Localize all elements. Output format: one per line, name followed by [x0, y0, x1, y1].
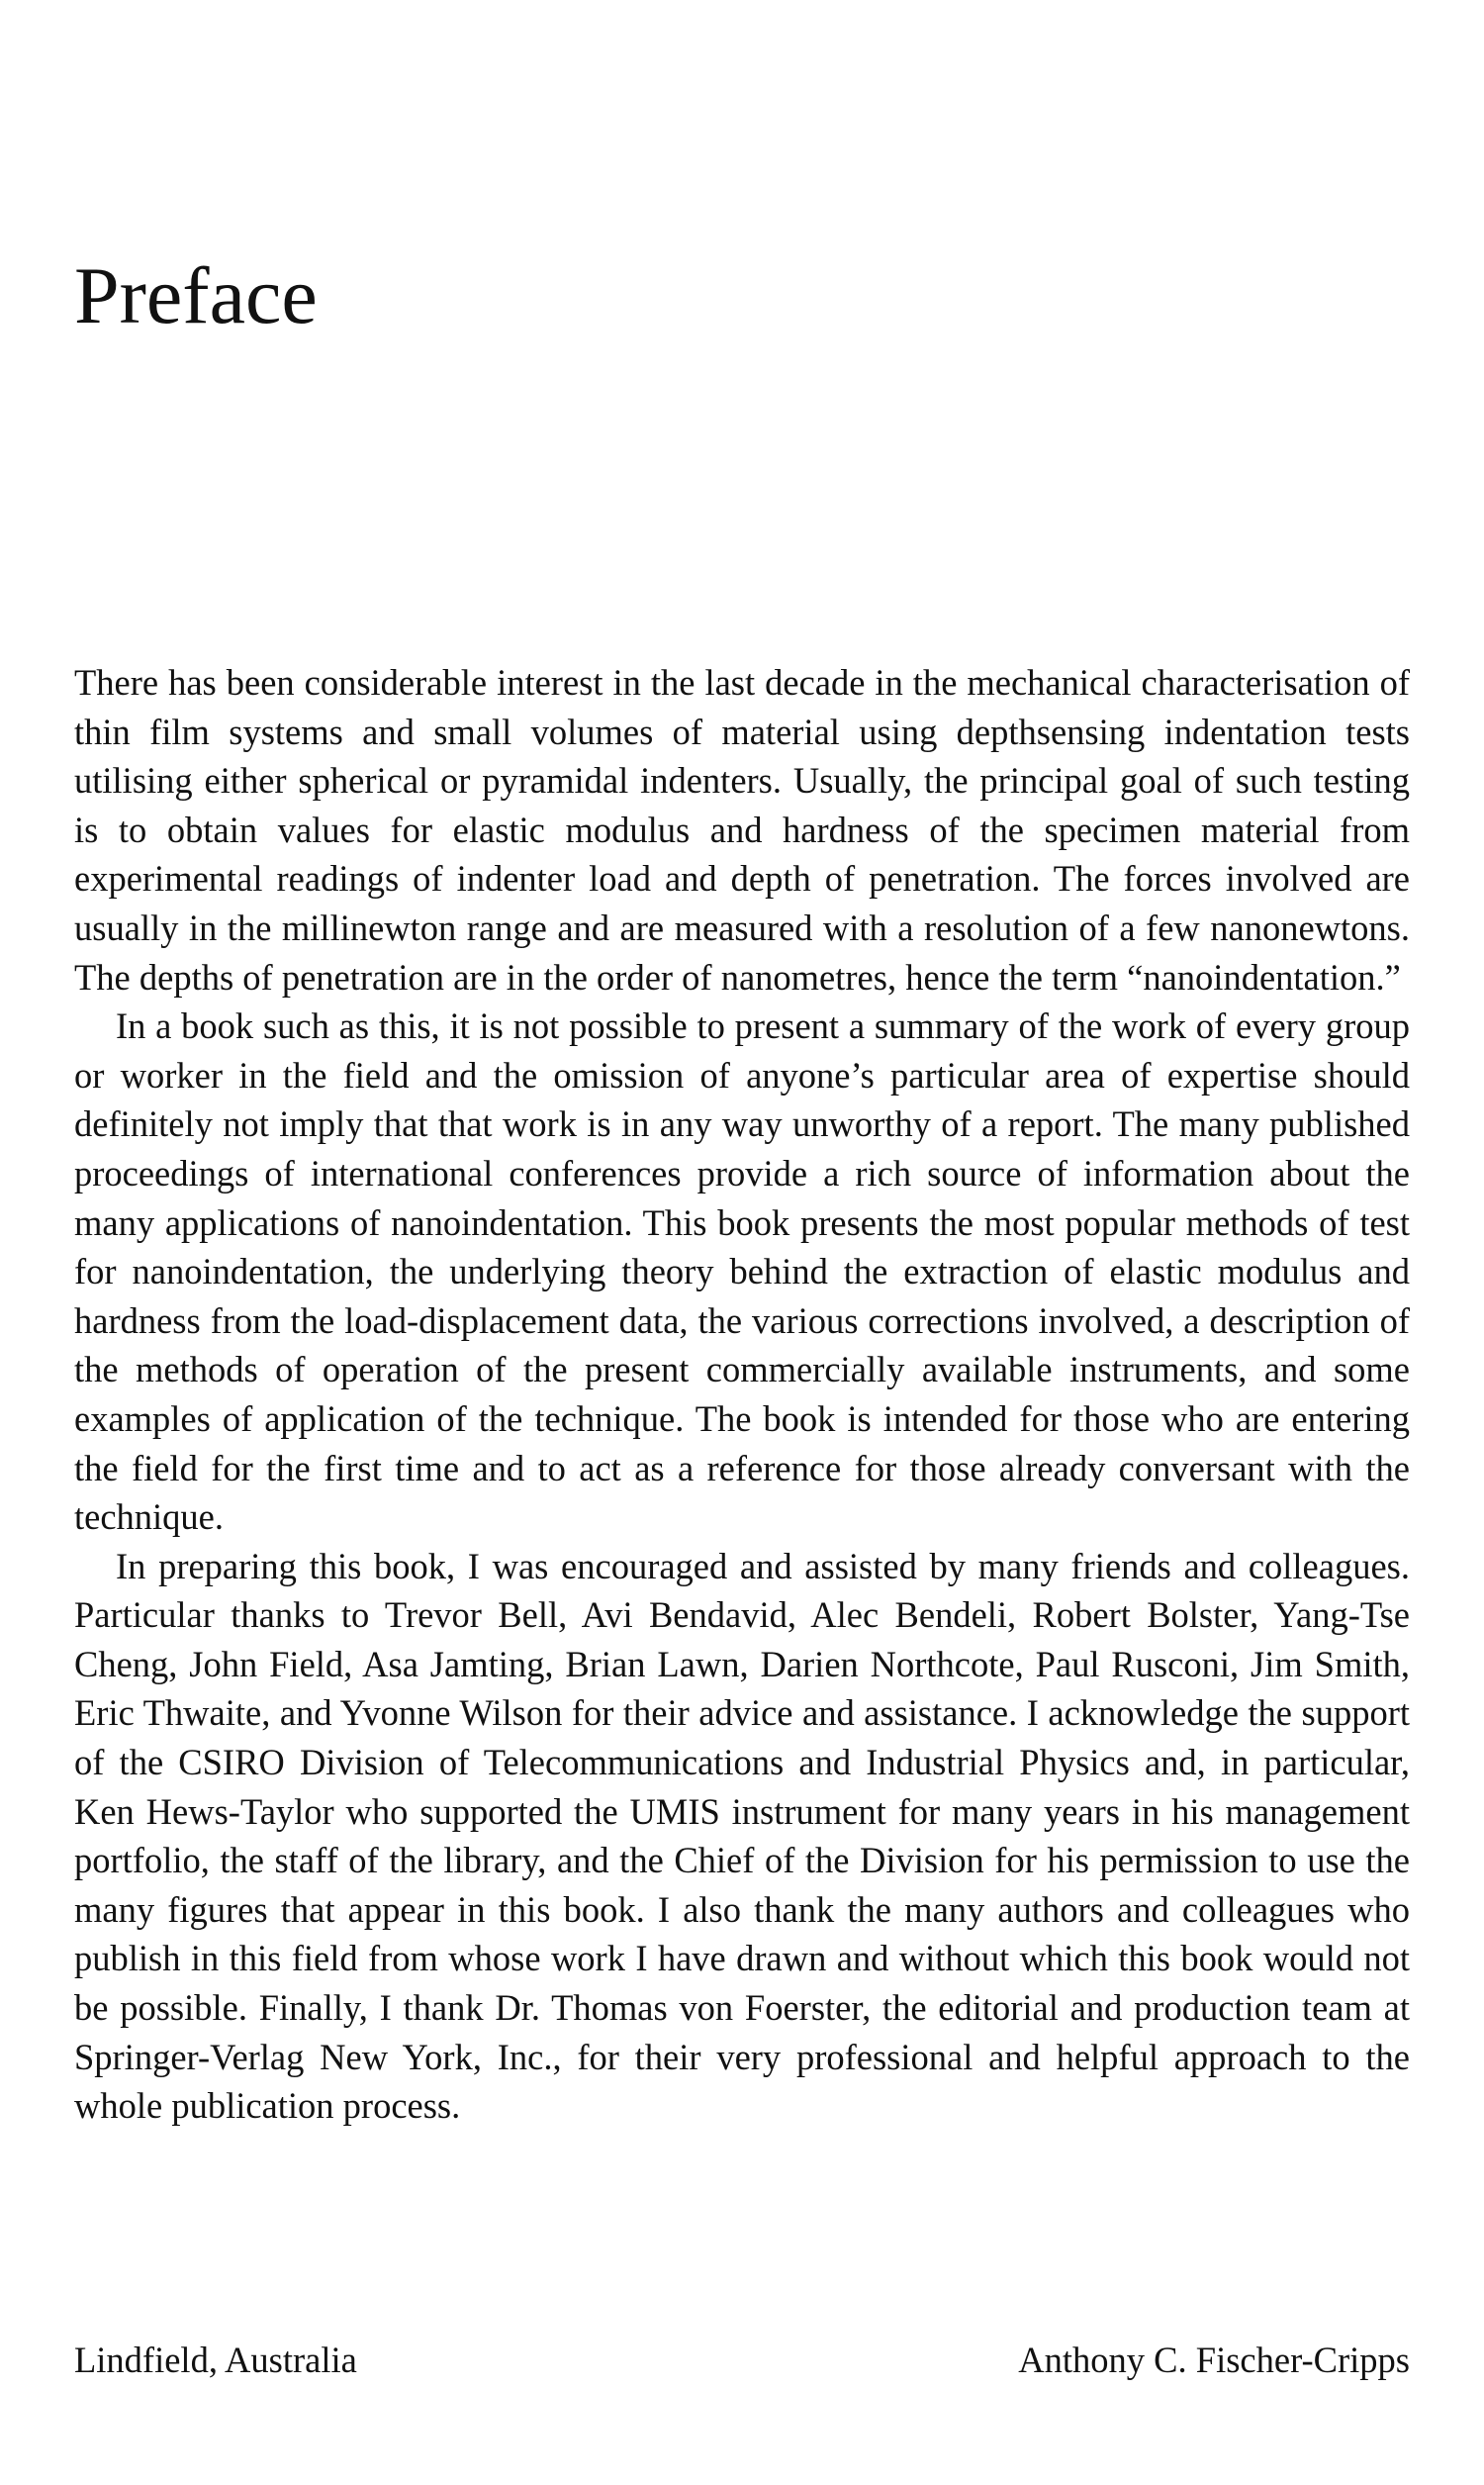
signature-place: Lindfield, Australia: [74, 2340, 357, 2380]
signature-line: [74, 2336, 1410, 2385]
page-title: Preface: [74, 250, 318, 340]
paragraph-scope: In a book such as this, it is not possible to present a summary of the work of every group or worker in the field and the omission of anyone’s particular area of expertise should definitely not imply that that work is in any way unworthy of a report. The many published proceedings of international conferences provide a rich source of information about the many applications of nanoindentation. This book presents the most popular methods of test for nanoindentation, the underlying theory behind the extraction of elastic modulus and hardness from the load-displacement data, the various corrections involved, a description of the methods of operation of the present commercially available instruments, and some examples of application of the technique. The book is intended for those who are entering the field for the first time and to act as a reference for those already conversant with the technique.: [74, 1005, 1410, 1538]
signature-author: Anthony C. Fischer-Cripps: [1018, 2340, 1410, 2380]
paragraph-acknowledgements: In preparing this book, I was encouraged and assisted by many friends and colleagues. Particular thanks to Trevor Bell, Avi Bendavid, Alec Bendeli, Robert Bolster, Yang-Tse Cheng, John Field, Asa Jamting, Brian Lawn, Darien Northcote, Paul Rusconi, Jim Smith, Eric Thwaite, and Yvonne Wilson for their advice and assistance. I acknowledge the support of the CSIRO Division of Telecommunications and Industrial Physics and, in particular, Ken Hews-Taylor who supported the UMIS instrument for many years in his management portfolio, the staff of the library, and the Chief of the Division for his permission to use the many figures that appear in this book. I also thank the many authors and colleagues who publish in this field from whose work I have drawn and without which this book would not be possible. Finally, I thank Dr. Thomas von Foerster, the editorial and production team at Springer-Verlag New York, Inc., for their very professional and helpful approach to the whole publication process.: [74, 1545, 1410, 2127]
paragraph-intro: There has been considerable interest in the last decade in the mechanical characterisation of thin film systems and small volumes of material using depthsensing indentation tests utilising either spherical or pyramidal indenters. Usually, the principal goal of such testing is to obtain values for elastic modulus and hardness of the specimen material from experimental readings of indenter load and depth of penetration. The forces involved are usually in the millinewton range and are measured with a resolution of a few nanonewtons. The depths of penetration are in the order of nanometres, hence the term “nanoindentation.”: [74, 662, 1410, 998]
preface-body: [74, 658, 1410, 2131]
